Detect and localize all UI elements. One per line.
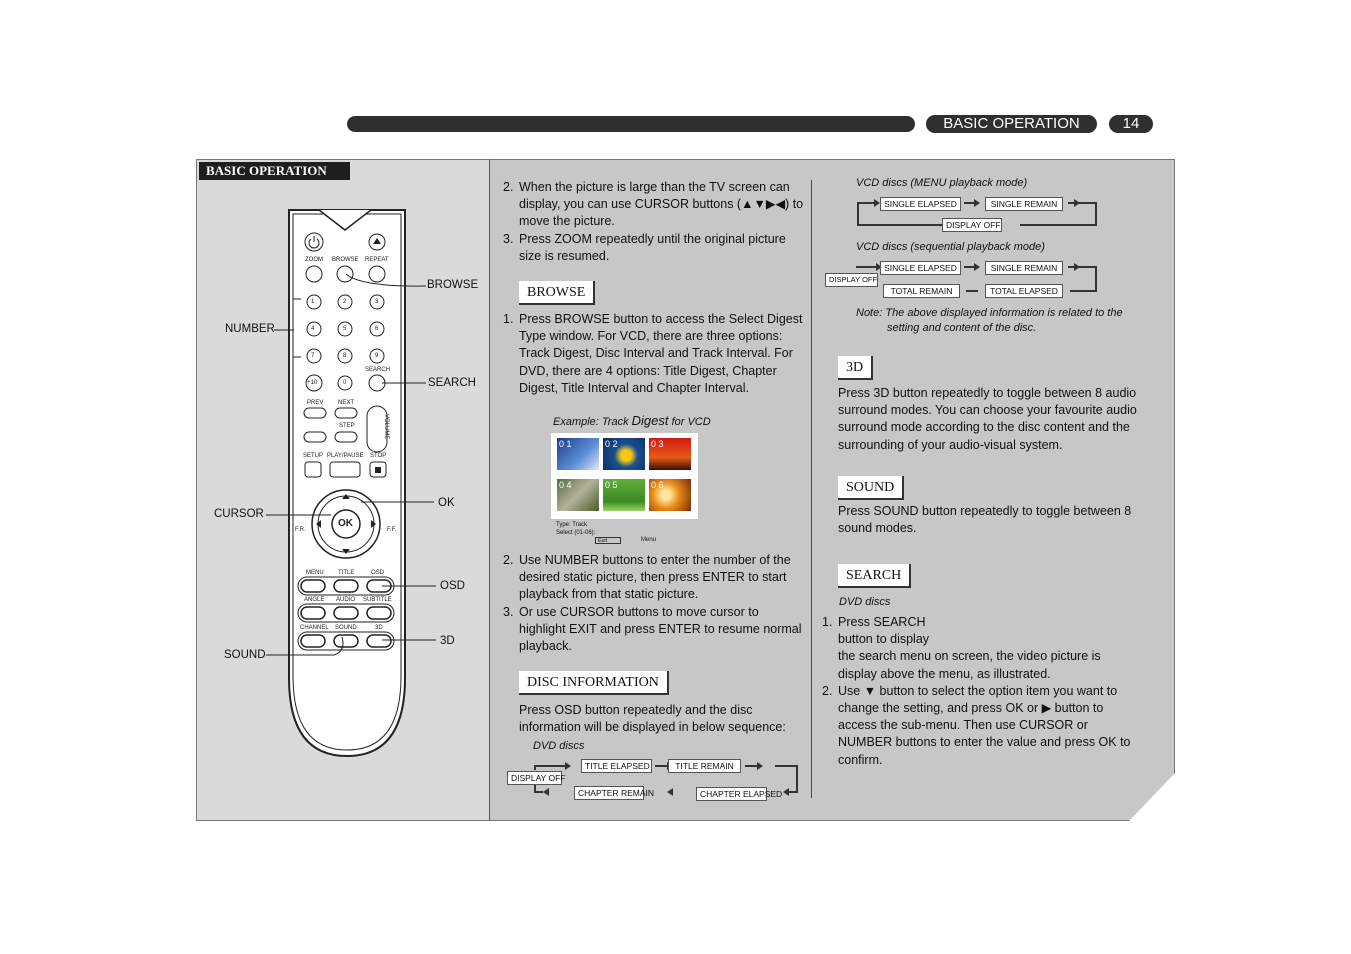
- label-search: SEARCH: [428, 377, 476, 389]
- list-item: 3. Press ZOOM repeatedly until the original picture size is resumed.: [503, 231, 786, 263]
- browse-instructions: [503, 311, 803, 397]
- vcd-menu-single-remain: SINGLE REMAIN: [985, 197, 1063, 211]
- heading-sound: SOUND: [838, 476, 904, 500]
- digit-4: 4: [311, 326, 315, 332]
- list-item: 2. Use NUMBER buttons to enter the number of the desired static picture, then press ENTER to start playback from that static picture.: [503, 553, 791, 602]
- caption-3d: 3D: [375, 625, 383, 631]
- caption-play-pause: PLAY/PAUSE: [327, 453, 364, 459]
- list-item: 1. Press BROWSE button to access the Select Digest Type window. For VCD, there are three options: Track Digest, Disc Interval and Track Interval. For DVD, there are 4 options: Title Digest, Chapter Digest, Title Interval and Chapter Interval.: [503, 312, 803, 395]
- zoom-instructions: [503, 179, 805, 265]
- dvd-title-elapsed: TITLE ELAPSED: [581, 759, 652, 773]
- caption-stop: STOP: [370, 453, 387, 459]
- vcd-seq-total-remain: TOTAL REMAIN: [883, 284, 960, 298]
- heading-browse: BROWSE: [519, 281, 595, 305]
- caption-setup: SETUP: [303, 453, 324, 459]
- panel-tag: BASIC OPERATION: [199, 162, 350, 180]
- label-3d: 3D: [440, 635, 455, 647]
- caption-angle: ANGLE: [304, 597, 325, 603]
- thumbnail: 0 1: [557, 438, 599, 470]
- caption-repeat: REPEAT: [365, 257, 389, 263]
- caption-osd: OSD: [371, 570, 385, 576]
- dvd-display-off: DISPLAY OFF: [507, 771, 562, 785]
- list-item: 2. When the picture is large than the TV screen can display, you can use CURSOR buttons (▲▼▶◀) to move the picture.: [503, 180, 804, 229]
- caption-ff: F.F.: [387, 527, 397, 533]
- digit-9: 9: [375, 353, 379, 359]
- label-cursor: CURSOR: [214, 508, 264, 520]
- example-caption: Example: Track Digest for VCD: [553, 413, 711, 428]
- vcd-seq-single-remain: SINGLE REMAIN: [985, 261, 1063, 275]
- digit-8: 8: [343, 353, 347, 359]
- vcd-seq-total-elapsed: TOTAL ELAPSED: [985, 284, 1063, 298]
- note: Note: The above displayed information is related to the setting and content of the disc.: [856, 307, 1123, 334]
- list-item: 1. Press SEARCH button to display the search menu on screen, the video picture is display above the menu, as illustrated.: [822, 615, 1101, 681]
- vcd-seq-single-elapsed: SINGLE ELAPSED: [880, 261, 961, 275]
- caption-subtitle: SUBTITLE: [363, 597, 392, 603]
- digest-menu-label: Menu: [641, 537, 657, 543]
- caption-zoom: ZOOM: [305, 257, 323, 263]
- vcd-seq-label: VCD discs (sequential playback mode): [856, 241, 1045, 253]
- caption-fr: F.R.: [295, 527, 306, 533]
- digest-exit-button[interactable]: Exit: [595, 537, 621, 544]
- digit-3: 3: [375, 299, 379, 305]
- label-number: NUMBER: [225, 323, 275, 335]
- page-number: 14: [1109, 115, 1153, 133]
- caption-next: NEXT: [338, 400, 355, 406]
- caption-audio: AUDIO: [336, 597, 356, 603]
- vcd-menu-single-elapsed: SINGLE ELAPSED: [880, 197, 961, 211]
- text-sound: Press SOUND button repeatedly to toggle between 8 sound modes.: [838, 504, 1132, 536]
- label-browse: BROWSE: [427, 279, 479, 291]
- dvd-title-remain: TITLE REMAIN: [668, 759, 741, 773]
- dvd-chapter-remain: CHAPTER REMAIN: [574, 786, 644, 800]
- list-item: 3. Or use CURSOR buttons to move cursor to highlight EXIT and press ENTER to resume normal playback.: [503, 604, 802, 654]
- list-item: 2. Use ▼ button to select the option item you want to change the setting, and press OK or ▶ button to access the sub-menu. Then use CURSOR or NUMBER buttons to enter the value and press OK to confirm.: [822, 683, 1131, 767]
- thumbnail: 0 2: [603, 438, 645, 470]
- vcd-menu-display-off: DISPLAY OFF: [942, 218, 1002, 232]
- search-dvd-label: DVD discs: [839, 596, 891, 608]
- column-divider: [811, 180, 812, 798]
- caption-volume: VOLUME: [383, 414, 389, 440]
- digit-0: 0: [343, 380, 347, 386]
- caption-step: STEP: [339, 423, 355, 429]
- section-title: BASIC OPERATION: [926, 115, 1097, 133]
- dvd-chapter-elapsed: CHAPTER ELAPSED: [696, 787, 767, 801]
- digit-2: 2: [343, 299, 347, 305]
- digit-7: 7: [311, 353, 315, 359]
- text-3d: Press 3D button repeatedly to toggle between 8 audio surround modes. You can choose your favourite audio surround mode according to the disc content and the surrounding of your audio-visual system.: [838, 386, 1137, 452]
- thumbnail: 0 4: [557, 479, 599, 511]
- caption-browse: BROWSE: [332, 257, 359, 263]
- caption-search: SEARCH: [365, 367, 391, 373]
- caption-prev: PREV: [307, 400, 324, 406]
- caption-menu: MENU: [306, 570, 324, 576]
- thumbnail: 0 3: [649, 438, 691, 470]
- caption-title: TITLE: [338, 570, 355, 576]
- caption-ok: OK: [338, 518, 353, 529]
- digit-1: 1: [311, 299, 315, 305]
- heading-search: SEARCH: [838, 564, 911, 588]
- callout-lines: [196, 159, 490, 821]
- heading-disc-information: DISC INFORMATION: [519, 671, 669, 695]
- label-sound: SOUND: [224, 649, 266, 661]
- dvd-discs-label: DVD discs: [533, 740, 585, 752]
- vcd-menu-label: VCD discs (MENU playback mode): [856, 177, 1028, 189]
- label-osd: OSD: [440, 580, 465, 592]
- thumbnail: 0 6: [649, 479, 691, 511]
- heading-3d: 3D: [838, 356, 873, 380]
- caption-channel: CHANNEL: [300, 625, 329, 631]
- header-bar: [347, 116, 915, 132]
- digit-plus10: +10: [307, 380, 318, 386]
- caption-sound: SOUND: [335, 625, 357, 631]
- browse-instructions-2: [503, 552, 803, 655]
- digest-info: Type: Track Select (01-06):: [556, 522, 596, 536]
- vcd-seq-display-off: DISPLAY OFF: [825, 273, 878, 287]
- disc-info-text: Press OSD button repeatedly and the disc information will be displayed in below sequence:: [519, 703, 786, 735]
- search-instructions: [822, 614, 1142, 769]
- digit-6: 6: [375, 326, 379, 332]
- thumbnail: 0 5: [603, 479, 645, 511]
- digit-5: 5: [343, 326, 347, 332]
- label-ok: OK: [438, 497, 455, 509]
- digest-preview: [551, 433, 698, 519]
